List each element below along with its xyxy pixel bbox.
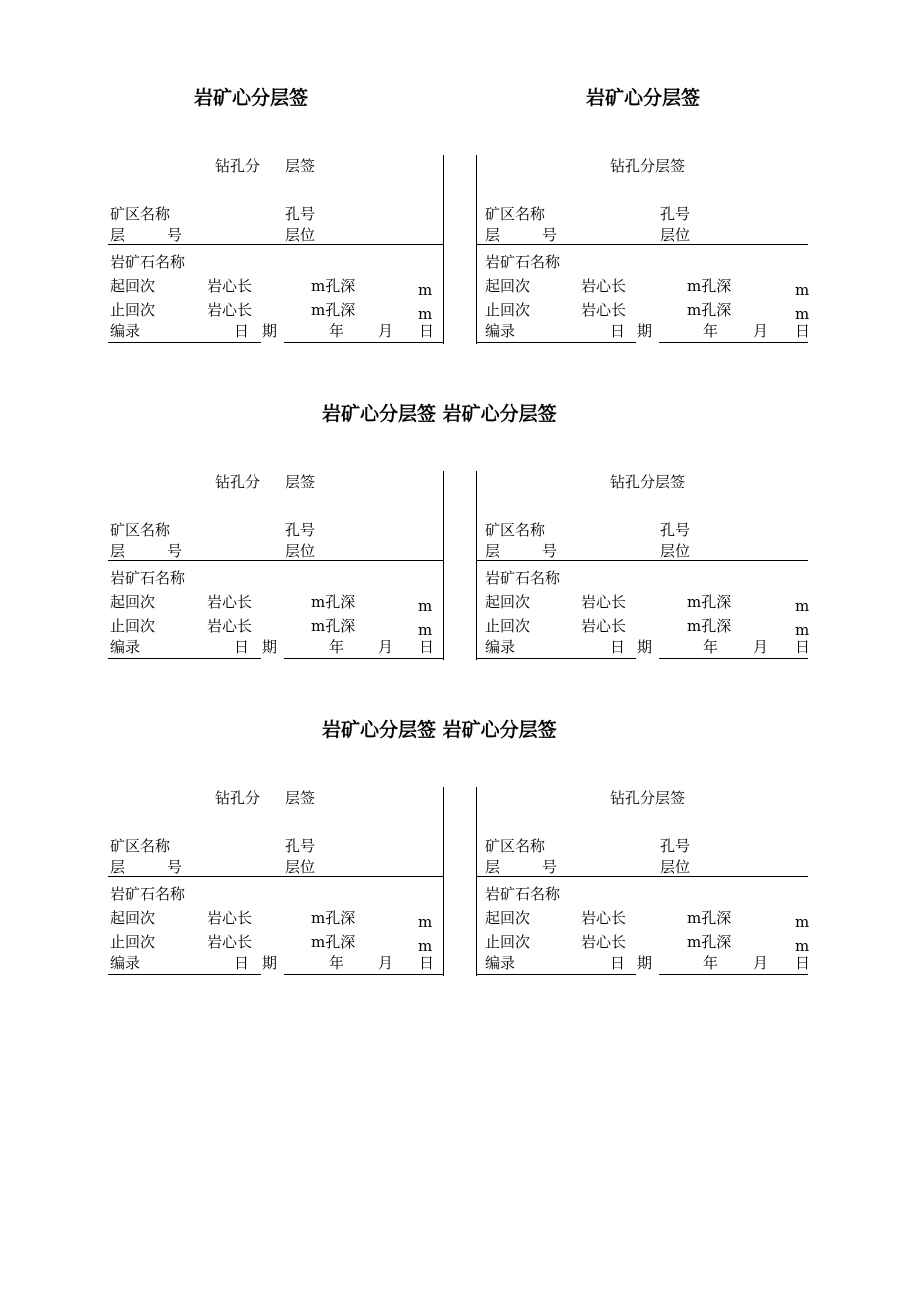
date-label-b: 期 [637, 954, 653, 972]
layer-no-label-b: 号 [167, 858, 183, 876]
layer-no-label-b: 号 [542, 226, 558, 244]
core-length-label: 岩心长 [207, 909, 253, 927]
layer-pos-label: 层位 [660, 858, 691, 876]
hole-no-label: 孔号 [660, 837, 691, 855]
year-label: 年 [703, 638, 719, 656]
hole-depth-label: m孔深 [311, 617, 356, 635]
hole-no-label: 孔号 [285, 205, 316, 223]
core-length-label: 岩心长 [207, 593, 253, 611]
form-header-b: 层签 [285, 789, 316, 807]
layer-no-label-a: 层 [110, 226, 126, 244]
hole-no-label: 孔号 [285, 521, 316, 539]
rock-name-label: 岩矿石名称 [485, 253, 561, 271]
hole-no-label: 孔号 [285, 837, 316, 855]
layer-no-label-a: 层 [110, 542, 126, 560]
layer-no-label-b: 号 [542, 858, 558, 876]
unit-m: m [418, 937, 433, 955]
start-run-label: 起回次 [485, 593, 531, 611]
hole-depth-label: m孔深 [311, 277, 356, 295]
recorder-label: 编录 [110, 322, 141, 340]
mine-area-label: 矿区名称 [485, 837, 546, 855]
hole-depth-label: m孔深 [687, 277, 732, 295]
layer-no-label-a: 层 [485, 858, 501, 876]
month-label: 月 [753, 638, 769, 656]
hole-no-label: 孔号 [660, 521, 691, 539]
form-header-a: 钻孔分 [215, 157, 261, 175]
date-underline [659, 974, 808, 975]
recorder-label: 编录 [110, 954, 141, 972]
rock-name-label: 岩矿石名称 [485, 885, 561, 903]
year-label: 年 [329, 638, 345, 656]
hole-depth-label: m孔深 [687, 933, 732, 951]
layer-pos-label: 层位 [660, 226, 691, 244]
date-label-b: 期 [262, 638, 278, 656]
core-length-label: 岩心长 [581, 909, 627, 927]
core-length-label: 岩心长 [207, 617, 253, 635]
unit-m: m [795, 281, 810, 299]
form-header-b: 层签 [285, 157, 316, 175]
rock-name-label: 岩矿石名称 [485, 569, 561, 587]
page-title-left-1: 岩矿心分层签 [194, 87, 309, 109]
date-underline [659, 342, 808, 343]
form-separator [476, 876, 808, 877]
layer-no-label-a: 层 [485, 226, 501, 244]
hole-no-label: 孔号 [660, 205, 691, 223]
hole-depth-label: m孔深 [687, 617, 732, 635]
year-label: 年 [703, 322, 719, 340]
page-title-3: 岩矿心分层签 岩矿心分层签 [322, 719, 557, 741]
layer-pos-label: 层位 [285, 226, 316, 244]
end-run-label: 止回次 [485, 301, 531, 319]
date-label-a: 日 [234, 954, 250, 972]
core-length-label: 岩心长 [581, 593, 627, 611]
layer-pos-label: 层位 [285, 542, 316, 560]
year-label: 年 [329, 322, 345, 340]
date-label-a: 日 [610, 638, 626, 656]
unit-m: m [795, 305, 810, 323]
rock-name-label: 岩矿石名称 [110, 569, 186, 587]
end-run-label: 止回次 [110, 617, 156, 635]
layer-no-label-a: 层 [485, 542, 501, 560]
layer-no-label-b: 号 [167, 542, 183, 560]
start-run-label: 起回次 [110, 593, 156, 611]
end-run-label: 止回次 [485, 933, 531, 951]
core-length-label: 岩心长 [207, 301, 253, 319]
core-length-label: 岩心长 [581, 933, 627, 951]
hole-depth-label: m孔深 [687, 301, 732, 319]
mine-area-label: 矿区名称 [110, 521, 171, 539]
unit-m: m [418, 913, 433, 931]
date-label-b: 期 [637, 638, 653, 656]
date-label-a: 日 [234, 638, 250, 656]
hole-depth-label: m孔深 [687, 909, 732, 927]
layer-no-label-b: 号 [542, 542, 558, 560]
page-title-right-1: 岩矿心分层签 [586, 87, 701, 109]
layer-no-label-b: 号 [167, 226, 183, 244]
month-label: 月 [378, 638, 394, 656]
core-length-label: 岩心长 [581, 277, 627, 295]
mine-area-label: 矿区名称 [110, 205, 171, 223]
form-separator [476, 560, 808, 561]
recorder-underline [476, 974, 636, 975]
form-header-a: 钻孔分 [215, 473, 261, 491]
layer-pos-label: 层位 [660, 542, 691, 560]
recorder-label: 编录 [485, 638, 516, 656]
start-run-label: 起回次 [110, 277, 156, 295]
month-label: 月 [753, 954, 769, 972]
core-length-label: 岩心长 [581, 301, 627, 319]
form-header: 钻孔分层签 [610, 473, 686, 491]
mine-area-label: 矿区名称 [110, 837, 171, 855]
end-run-label: 止回次 [110, 933, 156, 951]
recorder-underline [476, 342, 636, 343]
date-label-a: 日 [610, 322, 626, 340]
form-divider [476, 787, 477, 976]
day-label: 日 [795, 322, 811, 340]
rock-name-label: 岩矿石名称 [110, 253, 186, 271]
form-divider [476, 471, 477, 660]
day-label: 日 [795, 954, 811, 972]
hole-depth-label: m孔深 [311, 909, 356, 927]
label-form-right-1 [0, 155, 920, 355]
day-label: 日 [419, 638, 435, 656]
end-run-label: 止回次 [485, 617, 531, 635]
unit-m: m [418, 305, 433, 323]
unit-m: m [795, 937, 810, 955]
day-label: 日 [795, 638, 811, 656]
recorder-label: 编录 [485, 322, 516, 340]
hole-depth-label: m孔深 [311, 593, 356, 611]
core-length-label: 岩心长 [207, 933, 253, 951]
layer-no-label-a: 层 [110, 858, 126, 876]
unit-m: m [418, 597, 433, 615]
rock-name-label: 岩矿石名称 [110, 885, 186, 903]
date-label-a: 日 [234, 322, 250, 340]
mine-area-label: 矿区名称 [485, 521, 546, 539]
year-label: 年 [703, 954, 719, 972]
date-label-b: 期 [637, 322, 653, 340]
form-header: 钻孔分层签 [610, 789, 686, 807]
core-length-label: 岩心长 [207, 277, 253, 295]
form-header-b: 层签 [285, 473, 316, 491]
core-length-label: 岩心长 [581, 617, 627, 635]
date-label-b: 期 [262, 322, 278, 340]
date-label-b: 期 [262, 954, 278, 972]
recorder-underline [476, 658, 636, 659]
unit-m: m [795, 597, 810, 615]
year-label: 年 [329, 954, 345, 972]
unit-m: m [418, 281, 433, 299]
month-label: 月 [378, 954, 394, 972]
label-form-right-3 [0, 787, 920, 987]
day-label: 日 [419, 954, 435, 972]
mine-area-label: 矿区名称 [485, 205, 546, 223]
hole-depth-label: m孔深 [311, 301, 356, 319]
form-header: 钻孔分层签 [610, 157, 686, 175]
month-label: 月 [378, 322, 394, 340]
day-label: 日 [419, 322, 435, 340]
layer-pos-label: 层位 [285, 858, 316, 876]
month-label: 月 [753, 322, 769, 340]
unit-m: m [418, 621, 433, 639]
start-run-label: 起回次 [110, 909, 156, 927]
unit-m: m [795, 913, 810, 931]
date-underline [659, 658, 808, 659]
hole-depth-label: m孔深 [687, 593, 732, 611]
start-run-label: 起回次 [485, 277, 531, 295]
page-title-2: 岩矿心分层签 岩矿心分层签 [322, 403, 557, 425]
end-run-label: 止回次 [110, 301, 156, 319]
form-header-a: 钻孔分 [215, 789, 261, 807]
recorder-label: 编录 [485, 954, 516, 972]
form-separator [476, 244, 808, 245]
recorder-label: 编录 [110, 638, 141, 656]
start-run-label: 起回次 [485, 909, 531, 927]
hole-depth-label: m孔深 [311, 933, 356, 951]
unit-m: m [795, 621, 810, 639]
form-divider [476, 155, 477, 344]
label-form-right-2 [0, 471, 920, 671]
date-label-a: 日 [610, 954, 626, 972]
